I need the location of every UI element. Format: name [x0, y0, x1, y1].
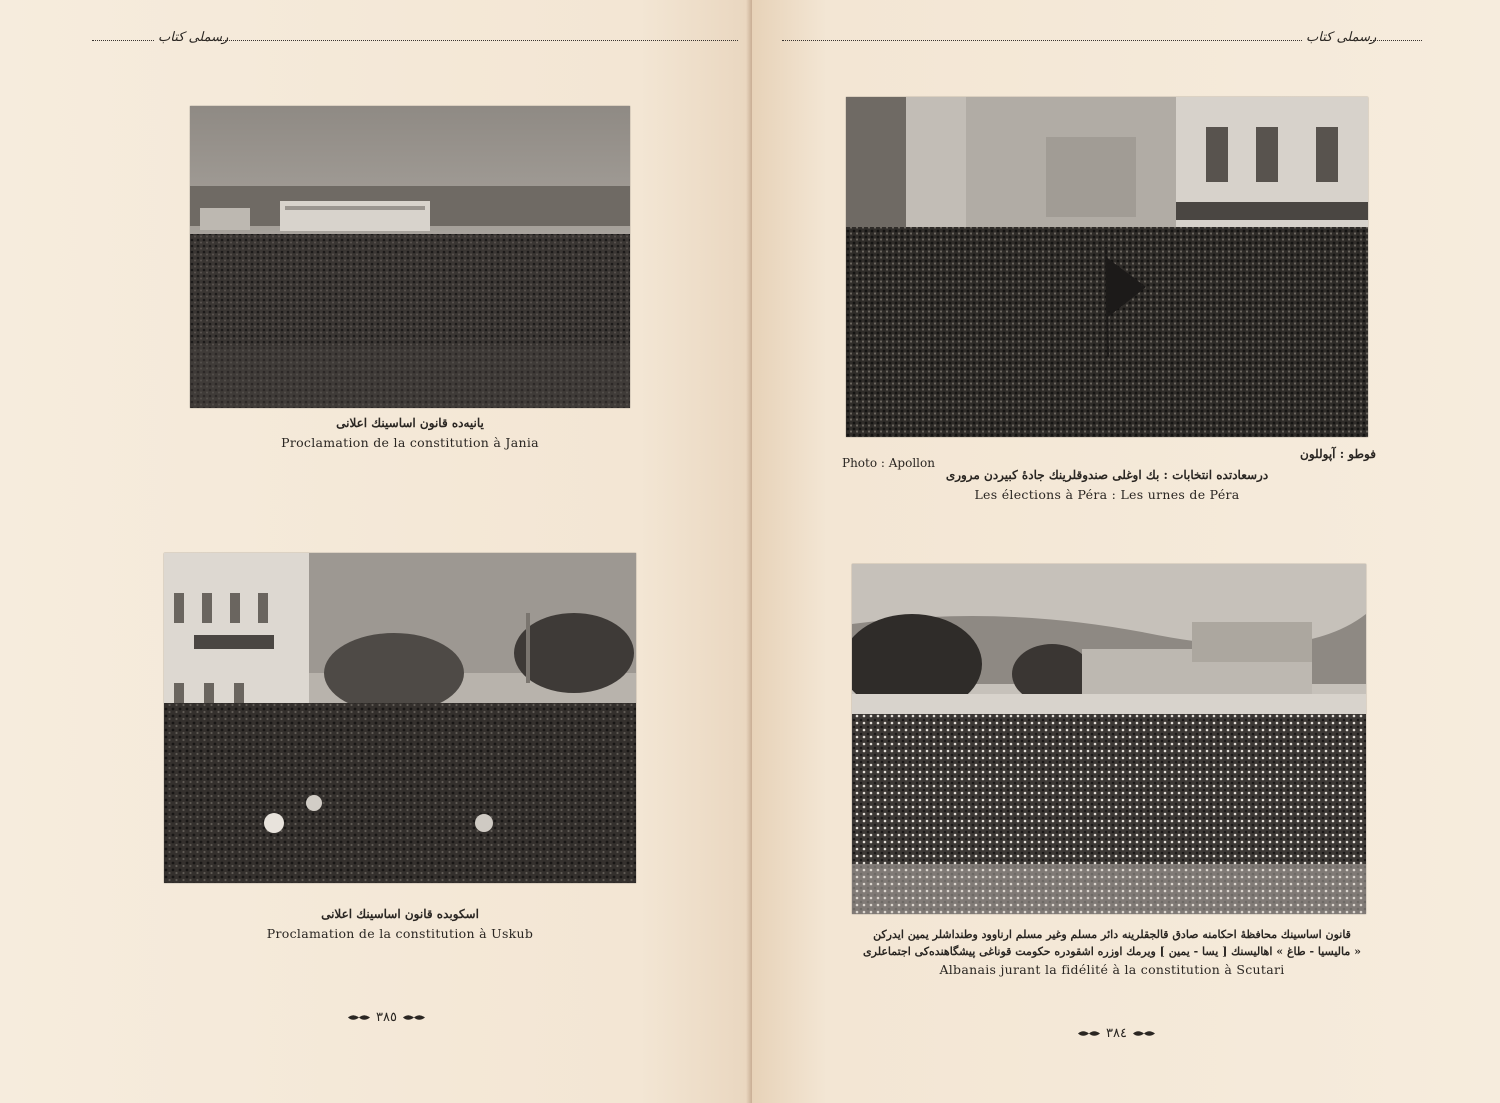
caption-janina-french: Proclamation de la constitution à Jania — [281, 435, 539, 451]
photo-credit-latin: Photo : Apollon — [842, 456, 935, 470]
caption-pera-ottoman: درسعادتده انتخابات : بك اوغلی صندوقلرینك جادهٔ کبیردن مروری — [945, 468, 1269, 482]
caption-scutari — [832, 926, 1392, 979]
ornament-icon — [348, 1013, 370, 1022]
left-head-title: رسملی کتاب — [158, 30, 229, 45]
right-head-title: رسملی کتاب — [1306, 30, 1377, 45]
caption-scutari-ottoman-1: قانون اساسینك محافظهٔ احکامنه صادق قالجقلرینه دائر مسلم وغیر مسلم ارناوود وطنداشلر یمین ایدرکن — [873, 928, 1351, 941]
ornament-icon — [1133, 1029, 1155, 1038]
caption-uskub-ottoman: اسکوبده قانون اساسینك اعلانی — [321, 907, 479, 921]
caption-janina — [190, 414, 630, 453]
left-page-number-text: ٣٨٥ — [376, 1010, 397, 1025]
caption-uskub-french: Proclamation de la constitution à Uskub — [266, 926, 534, 942]
caption-pera-french: Les élections à Péra : Les urnes de Péra — [974, 487, 1240, 503]
ornament-icon — [1078, 1029, 1100, 1038]
caption-scutari-ottoman-2: « مالیسیا - طاغ » اهالیسنك [ یسا - یمین ] ویرمك اوزره اشقودره حکومت قوناغی پیشگاهنده‌کی اجتماعلری — [863, 945, 1361, 959]
left-head-rule-a — [92, 40, 154, 41]
right-head-rule-a — [782, 40, 1302, 41]
right-page-number-text: ٣٨٤ — [1106, 1026, 1127, 1041]
left-page-number — [348, 1010, 425, 1025]
left-running-head — [92, 30, 738, 50]
ornament-icon — [403, 1013, 425, 1022]
caption-uskub — [164, 905, 636, 944]
photo-credit-ottoman: فوطو : آپوللون — [1300, 447, 1376, 461]
right-page-number — [1078, 1026, 1155, 1041]
caption-janina-ottoman: یانیه‌ده قانون اساسینك اعلانی — [336, 416, 484, 430]
right-running-head — [782, 30, 1422, 50]
caption-pera — [846, 466, 1368, 505]
right-head-rule-b — [1370, 40, 1422, 41]
caption-scutari-french: Albanais jurant la fidélité à la constitution à Scutari — [939, 962, 1285, 978]
photo-scutari — [852, 564, 1366, 914]
photo-pera — [846, 97, 1368, 437]
photo-uskub — [164, 553, 636, 883]
photo-janina — [190, 106, 630, 408]
right-page — [752, 0, 1500, 1103]
left-head-rule-b — [220, 40, 738, 41]
